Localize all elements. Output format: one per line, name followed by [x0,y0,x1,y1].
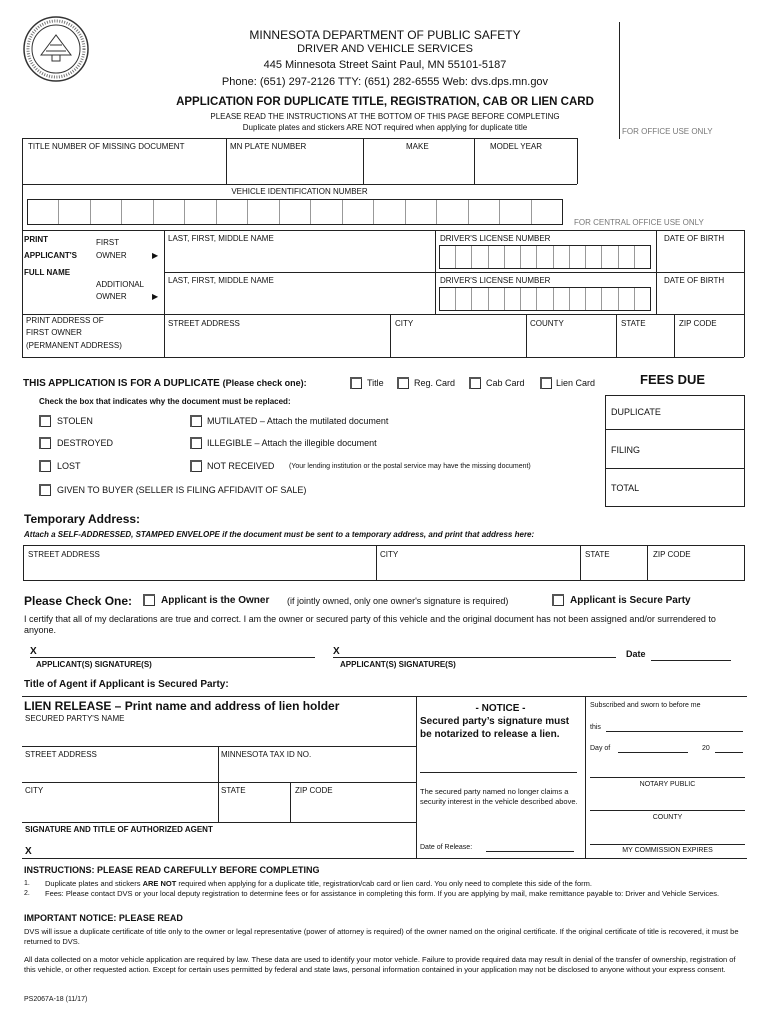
form-number: PS2067A-18 (11/17) [24,996,88,1003]
lien-state-label: STATE [221,786,246,795]
temp-city-label: CITY [380,550,399,559]
fee-filing-label: FILING [611,445,641,455]
fee-duplicate-label: DUPLICATE [611,407,661,417]
notary-this-label: this [590,724,601,731]
notary-county-field[interactable] [590,796,745,809]
vin-label: VEHICLE IDENTIFICATION NUMBER [231,187,368,196]
temp-state-field[interactable] [582,561,645,579]
not-received-note: (Your lending institution or the postal service may have the missing document) [289,463,531,470]
date-label: Date [626,649,646,659]
notary-public-field[interactable] [590,763,745,776]
duplicate-heading: THIS APPLICATION IS FOR A DUPLICATE (Please check one): [23,378,307,389]
notary-county-label: COUNTY [652,814,683,821]
commission-expires-field[interactable] [590,830,745,843]
make-field[interactable] [364,153,473,183]
notary-day-of-label: Day of [590,745,611,752]
fees-heading: FEES DUE [640,372,706,387]
temp-zip-label: ZIP CODE [653,550,691,559]
illegible-label: ILLEGIBLE – Attach the illegible document [207,438,377,448]
applicants-label: APPLICANT'S [24,251,78,260]
reg-card-checkbox[interactable] [397,377,409,389]
temp-state-label: STATE [585,550,610,559]
owner-state-label: STATE [621,319,646,328]
plate-number-field[interactable] [227,153,362,183]
temp-street-field[interactable] [25,561,374,579]
check-one-heading: Please Check One: [24,594,133,608]
reg-card-option-label: Reg. Card [414,378,456,388]
destroyed-label: DESTROYED [57,438,114,448]
temp-city-field[interactable] [378,561,578,579]
important-paragraph-1: DVS will issue a duplicate certificate of title only to the owner or legal representative (power of attorney is required) of the owner named on the original certificate. If the original certificate of title is recovered, it must be returned to DVS. [24,927,739,946]
title-number-label: TITLE NUMBER OF MISSING DOCUMENT [28,142,185,151]
notice-body: Secured party’s signature must be notarized to release a lien. [420,716,570,740]
given-to-buyer-label: GIVEN TO BUYER (SELLER IS FILING AFFIDAVIT OF SALE) [57,485,307,495]
additional-owner-dl-cells[interactable] [439,287,651,311]
model-year-label: MODEL YEAR [490,142,543,151]
instruction-2-number: 2. [24,890,30,897]
secured-party-name-label: SECURED PARTY'S NAME [25,714,125,723]
owner-zip-label: ZIP CODE [679,319,717,328]
print-address-label: PRINT ADDRESS OF [26,316,104,325]
authorized-agent-label: SIGNATURE AND TITLE OF AUTHORIZED AGENT [25,825,213,834]
owner-option-label: Applicant is the Owner [161,595,270,606]
secure-party-label: Applicant is Secure Party [570,595,691,606]
agency-address: 445 Minnesota Street Saint Paul, MN 55101-5187 [263,59,507,71]
first-label: FIRST [96,238,120,247]
stolen-label: STOLEN [57,416,93,426]
office-use-label: FOR OFFICE USE ONLY [622,127,713,136]
owner-county-label: COUNTY [530,319,564,328]
owner-street-label: STREET ADDRESS [168,319,240,328]
title-checkbox[interactable] [350,377,362,389]
authorized-agent-signature-field[interactable] [38,840,414,856]
plates-note: Duplicate plates and stickers ARE NOT required when applying for duplicate title [242,123,528,132]
agent-title-label: Title of Agent if Applicant is Secured Party: [24,679,229,690]
notary-year-label: 20 [702,745,710,752]
lien-street-field[interactable] [24,761,216,781]
instructions-heading: INSTRUCTIONS: PLEASE READ CAREFULLY BEFORE COMPLETING [24,865,320,875]
lien-street-label: STREET ADDRESS [25,750,97,759]
lien-zip-field[interactable] [292,797,414,819]
lien-state-field[interactable] [220,797,288,819]
first-owner-address-label: FIRST OWNER [26,328,82,337]
owner-street-field[interactable] [166,331,388,355]
lien-card-checkbox[interactable] [540,377,552,389]
lien-city-label: CITY [25,786,44,795]
first-owner-dob-label: DATE OF BIRTH [664,234,725,243]
plate-number-label: MN PLATE NUMBER [230,142,307,151]
additional-owner-dob-label: DATE OF BIRTH [664,276,725,285]
title-number-field[interactable] [23,153,225,183]
owner-zip-field[interactable] [676,331,742,355]
model-year-field[interactable] [475,153,576,183]
vin-input-cells[interactable] [27,199,563,225]
release-date-label: Date of Release: [420,844,473,851]
important-paragraph-2: All data collected on a motor vehicle application are required by law. These data are used to identify your motor vehicle. Failure to provide required data may result in denial of the transfer of ownership, registration of this vehicle, or other requested action. Except for certain uses permitted by federal and state laws, personal information contained in your application may not be disclosed to anyone without your express consent. [24,955,736,974]
instruction-2: Fees: Please contact DVS or your local deputy registration to determine fees or for assistance in completing this form. If you are applying by mail, make remittance payable to: Driver and Vehicle Services. [45,889,720,898]
additional-owner-dl-label: DRIVER'S LICENSE NUMBER [440,276,551,285]
tax-id-field[interactable] [220,761,414,781]
first-owner-dl-label: DRIVER'S LICENSE NUMBER [440,234,551,243]
signature-x-1: X [30,646,37,657]
agency-name: MINNESOTA DEPARTMENT OF PUBLIC SAFETY [249,28,521,42]
mutilated-checkbox[interactable] [190,415,202,427]
notice-heading: - NOTICE - [475,703,526,714]
owner-option-note: (if jointly owned, only one owner's signature is required) [287,596,509,606]
first-owner-name-field[interactable] [166,246,433,270]
secured-party-name-field[interactable] [24,725,414,745]
temp-street-label: STREET ADDRESS [28,550,100,559]
lien-zip-label: ZIP CODE [295,786,333,795]
owner-county-field[interactable] [528,331,614,355]
reason-intro: Check the box that indicates why the document must be replaced: [39,397,291,406]
temporary-note: Attach a SELF-ADDRESSED, STAMPED ENVELOPE if the document must be sent to a temporary address, and print that address here: [24,530,535,539]
applicant-signature-2-field[interactable] [343,642,616,656]
notary-this-field[interactable] [606,718,743,730]
given-to-buyer-checkbox[interactable] [39,484,51,496]
not-received-label: NOT RECEIVED [207,461,275,471]
owner-city-label: CITY [395,319,414,328]
instruction-1: Duplicate plates and stickers ARE NOT required when applying for a duplicate title, registration/cab card or lien card. You only need to complete this side of the form. [45,879,592,888]
certify-statement: I certify that all of my declarations are true and correct. I am the owner or secured party of this vehicle and the original document has not been assigned and/or surrendered to anyone. [24,614,716,635]
lost-checkbox[interactable] [39,460,51,472]
additional-owner-name-label: LAST, FIRST, MIDDLE NAME [168,276,274,285]
mutilated-label: MUTILATED – Attach the mutilated document [207,416,389,426]
print-label: PRINT [24,235,48,244]
lien-city-field[interactable] [24,797,216,819]
signature-label-2: APPLICANT(S) SIGNATURE(S) [340,660,456,669]
title-option-label: Title [367,378,384,388]
illegible-checkbox[interactable] [190,437,202,449]
notary-year-field[interactable] [715,739,743,751]
fee-total-label: TOTAL [611,483,640,493]
not-received-checkbox[interactable] [190,460,202,472]
instruction-1-number: 1. [24,880,30,887]
state-seal-icon [22,15,90,83]
full-name-label: FULL NAME [24,268,71,277]
instruction-line: PLEASE READ THE INSTRUCTIONS AT THE BOTTOM OF THIS PAGE BEFORE COMPLETING [210,112,560,121]
fee-filing-field[interactable] [670,432,743,466]
first-owner-dl-cells[interactable] [439,245,651,269]
permanent-address-label: (PERMANENT ADDRESS) [26,341,122,350]
lien-card-option-label: Lien Card [556,378,596,388]
notary-public-label: NOTARY PUBLIC [639,781,696,788]
cab-card-option-label: Cab Card [486,378,525,388]
sworn-label: Subscribed and sworn to before me [590,702,701,709]
arrow-icon: ▶ [152,251,159,260]
additional-owner-name-field[interactable] [166,288,433,312]
fee-total-field[interactable] [670,470,743,504]
arrow-icon: ▶ [152,292,159,301]
owner-label: OWNER [96,251,127,260]
applicant-signature-1-field[interactable] [40,642,315,656]
agent-title-field[interactable] [262,677,742,691]
first-owner-name-label: LAST, FIRST, MIDDLE NAME [168,234,274,243]
secure-party-checkbox[interactable] [552,594,564,606]
signature-x-2: X [333,646,340,657]
temporary-heading: Temporary Address: [24,512,141,526]
signature-label-1: APPLICANT(S) SIGNATURE(S) [36,660,152,669]
lien-release-heading: LIEN RELEASE – Print name and address of lien holder [24,699,340,713]
commission-expires-label: MY COMMISSION EXPIRES [622,847,713,854]
owner-city-field[interactable] [392,331,524,355]
additional-owner-dob-field[interactable] [658,288,743,312]
tax-id-label: MINNESOTA TAX ID NO. [221,750,312,759]
central-office-use-label: FOR CENTRAL OFFICE USE ONLY [574,218,704,227]
destroyed-checkbox[interactable] [39,437,51,449]
signature-date-field[interactable] [651,646,731,660]
agency-phone: Phone: (651) 297-2126 TTY: (651) 282-6555 Web: dvs.dps.mn.gov [221,76,549,88]
form-title: APPLICATION FOR DUPLICATE TITLE, REGISTRATION, CAB OR LIEN CARD [176,96,594,108]
lost-label: LOST [57,461,81,471]
notary-day-field[interactable] [618,739,688,751]
notice-claims: The secured party named no longer claims a security interest in the vehicle described above. [420,787,578,806]
first-owner-dob-field[interactable] [658,246,743,270]
owner-label-2: OWNER [96,292,127,301]
division-name: DRIVER AND VEHICLE SERVICES [297,43,473,55]
owner-state-field[interactable] [618,331,672,355]
important-notice-heading: IMPORTANT NOTICE: PLEASE READ [24,913,183,923]
additional-label: ADDITIONAL [96,280,145,289]
owner-checkbox[interactable] [143,594,155,606]
agent-signature-x: X [25,846,32,857]
release-date-field[interactable] [486,838,574,850]
fee-duplicate-field[interactable] [670,397,743,427]
stolen-checkbox[interactable] [39,415,51,427]
temp-zip-field[interactable] [649,561,743,579]
cab-card-checkbox[interactable] [469,377,481,389]
make-label: MAKE [406,142,429,151]
